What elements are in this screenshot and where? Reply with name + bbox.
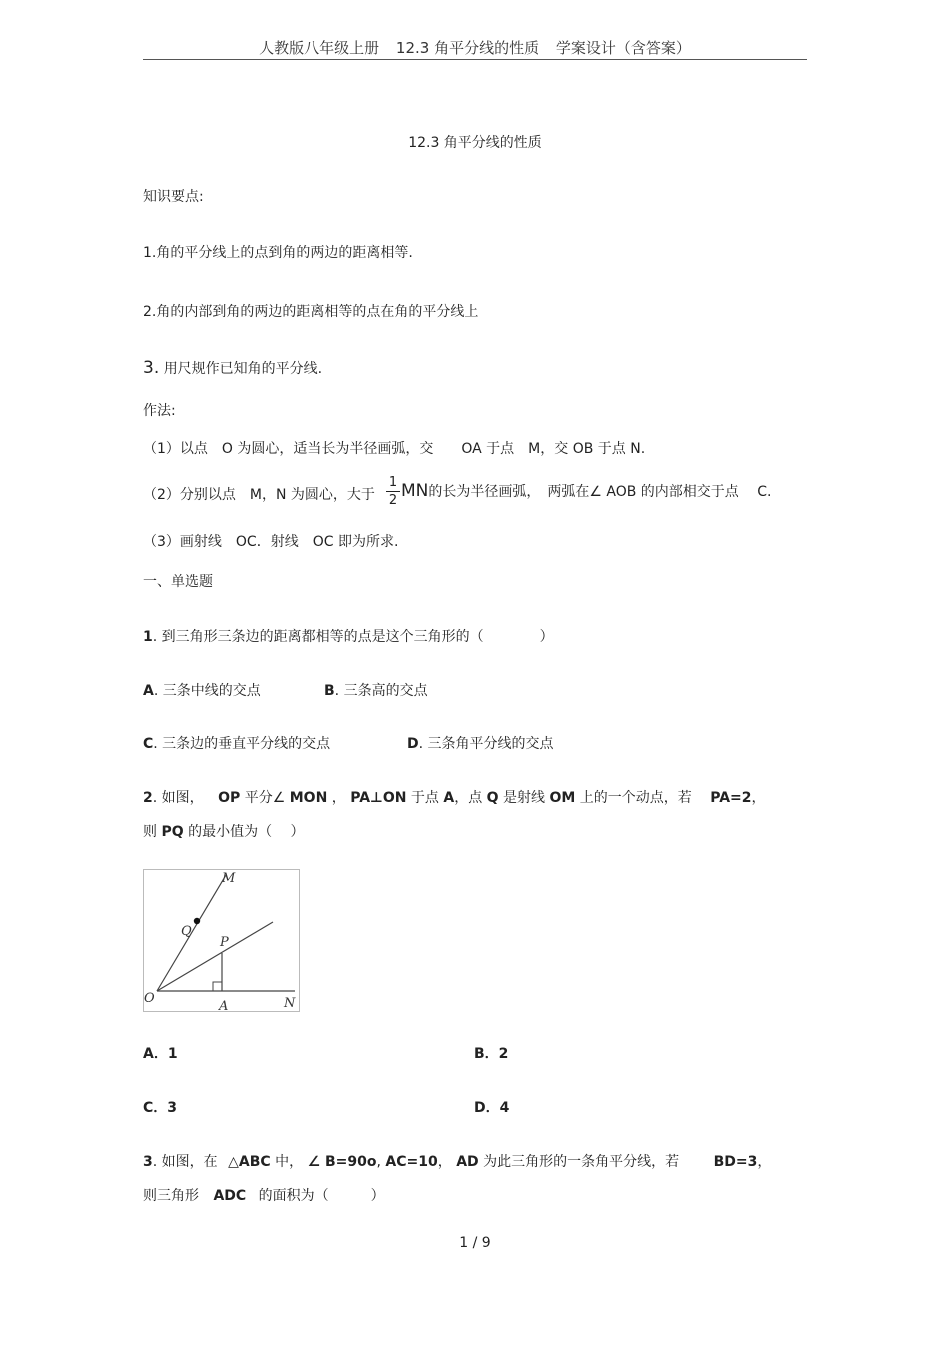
q1-option-a-text: . 三条中线的交点 [153, 683, 261, 699]
q2-number: 2 [143, 790, 153, 806]
q2-option-b-value: 2 [498, 1046, 509, 1062]
fraction-bar [386, 491, 400, 492]
knowledge-heading: 知识要点: [143, 189, 204, 205]
q2-option-d[interactable]: D．4 [474, 1100, 510, 1116]
question-1-stem [143, 626, 554, 646]
q2-option-a[interactable]: A．1 [143, 1046, 178, 1062]
q3-line2-b: 的面积为（ ） [258, 1188, 385, 1204]
header-rule [143, 59, 807, 60]
q1-option-c[interactable] [143, 733, 330, 753]
q1-option-a-label: A [143, 683, 154, 699]
section-single-choice: 一、单选题 [143, 574, 213, 590]
q1-option-d-text: . 三条角平分线的交点 [418, 736, 554, 752]
knowledge-point-1: 1.角的平分线上的点到角的两边的距离相等. [143, 245, 413, 261]
fraction-denominator: 2 [388, 493, 398, 508]
q2-mon: MON [289, 790, 328, 806]
q2-point-q: Q [486, 790, 499, 806]
q1-option-d[interactable] [407, 733, 554, 753]
page-number: 1 / 9 [459, 1235, 491, 1251]
method-heading: 作法: [143, 403, 176, 419]
q2-pq: PQ [161, 824, 184, 840]
method-step-2-part-a: （2）分别以点 M，N 为圆心，大于 [143, 487, 375, 503]
label-n: N [284, 996, 296, 1011]
q3-abc: △ABC [228, 1154, 271, 1170]
q1-option-b[interactable] [324, 680, 428, 700]
method-step-2-part-b [401, 481, 771, 501]
q2-text-c: 于点 [410, 790, 439, 806]
question-3-line-1: 3. 如图，在 △ABC 中， ∠ B=90o, AC=10， AD 为此三角形的一条角平分线，若 BD=3， [143, 1154, 772, 1170]
q2-option-c-label: C [143, 1100, 154, 1116]
q2-line2-a: 则 [143, 824, 157, 840]
label-q: Q [181, 924, 192, 939]
q2-op: OP [218, 790, 241, 806]
fraction-numerator: 1 [388, 475, 398, 490]
page-header [0, 37, 950, 58]
q2-text-e: 是射线 [503, 790, 546, 806]
q1-option-a[interactable] [143, 680, 261, 700]
label-m: M [222, 871, 236, 886]
q2-option-c[interactable]: C．3 [143, 1100, 178, 1116]
q2-line2-b: 的最小值为（ ） [188, 824, 305, 840]
q2-option-d-label: D [474, 1100, 486, 1116]
label-a: A [219, 999, 229, 1012]
q1-option-b-label: B [324, 683, 335, 699]
point-3-number: 3. [143, 358, 160, 378]
q3-text-a: . 如图，在 [152, 1154, 218, 1170]
q3-text-c: 为此三角形的一条角平分线，若 [483, 1154, 680, 1170]
q2-option-d-value: 4 [499, 1100, 510, 1116]
q2-pa2: PA=2 [710, 790, 752, 806]
q2-text-f: 上的一个动点，若 [579, 790, 692, 806]
q1-option-b-text: . 三条高的交点 [334, 683, 428, 699]
q1-number: 1 [143, 629, 153, 645]
question-2-line-2 [143, 821, 305, 841]
right-angle-mark [213, 982, 222, 991]
q2-text-d: ，点 [454, 790, 483, 806]
q1-option-d-label: D [407, 736, 419, 752]
header-section: 12.3 角平分线的性质 [395, 39, 540, 57]
q2-point-a: A [443, 790, 455, 806]
method-step-3: （3）画射线 OC．射线 OC 即为所求. [143, 534, 399, 550]
q3-line2-a: 则三角形 [143, 1188, 199, 1204]
q2-option-a-label: A [143, 1046, 154, 1062]
knowledge-point-3 [143, 358, 322, 378]
q3-ac: AC=10 [385, 1154, 438, 1170]
question-2-line-1: 2. 如图， OP 平分∠ MON ， PA⊥ON 于点 A，点 Q 是射线 OM 上的一个动点，若 PA=2， [143, 790, 766, 806]
q3-ad: AD [456, 1154, 479, 1170]
q2-pa-on: PA⊥ON [350, 790, 407, 806]
q1-option-c-label: C [143, 736, 154, 752]
header-book: 人教版八年级上册 [259, 39, 380, 57]
q1-text: . 到三角形三条边的距离都相等的点是这个三角形的（ ） [152, 629, 554, 645]
q2-option-b[interactable]: B．2 [474, 1046, 509, 1062]
q2-option-c-value: 3 [167, 1100, 178, 1116]
header-type: 学案设计（含答案） [555, 39, 691, 57]
ray-op [157, 922, 273, 991]
q3-adc: ADC [213, 1188, 247, 1204]
step-2-rest: 的长为半径画弧， 两弧在∠ AOB 的内部相交于点 C. [428, 484, 772, 500]
q3-text-b: 中， [275, 1154, 304, 1170]
q2-option-b-label: B [474, 1046, 485, 1062]
q3-angle-b: ∠ B=90o [307, 1154, 377, 1170]
segment-mn: MN [401, 481, 429, 501]
q2-text-b: 平分∠ [244, 790, 286, 806]
q2-option-a-value: 1 [167, 1046, 178, 1062]
q2-om: OM [549, 790, 576, 806]
q2-text-a: . 如图， [152, 790, 204, 806]
point-3-text: 用尺规作已知角的平分线. [163, 361, 323, 377]
q3-number: 3 [143, 1154, 153, 1170]
q3-bd: BD=3 [713, 1154, 758, 1170]
label-p: P [220, 935, 229, 950]
knowledge-point-2: 2.角的内部到角的两边的距离相等的点在角的平分线上 [143, 304, 479, 320]
question-3-line-2 [143, 1185, 385, 1205]
page-title: 12.3 角平分线的性质 [408, 135, 542, 151]
q1-option-c-text: . 三条边的垂直平分线的交点 [153, 736, 331, 752]
label-o: O [144, 991, 155, 1006]
point-q-dot [194, 918, 200, 924]
q2-geometry-figure [143, 869, 300, 1012]
method-step-1: （1）以点 O 为圆心，适当长为半径画弧，交 OA 于点 M，交 OB 于点 N. [143, 441, 646, 457]
fraction-one-half [386, 475, 400, 508]
